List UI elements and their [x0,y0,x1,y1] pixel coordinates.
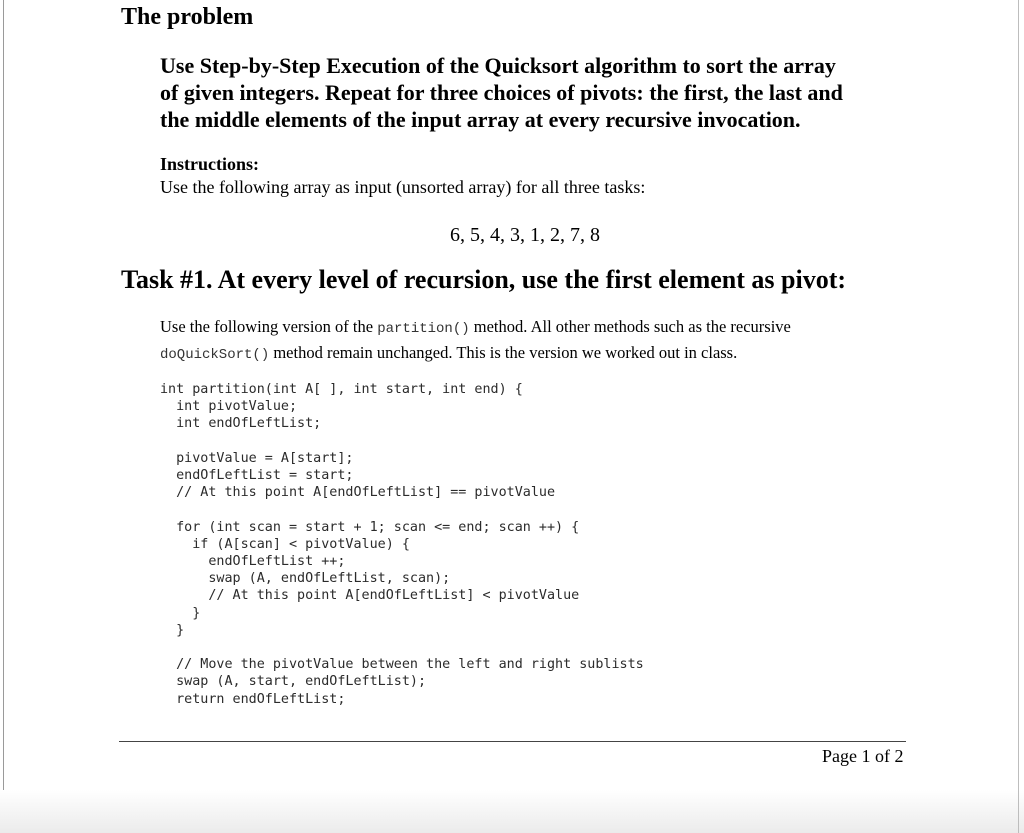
code-line: } [160,605,201,621]
problem-statement [160,52,920,133]
problem-line: Use Step-by-Step Execution of the Quicksort algorithm to sort the array [160,53,836,78]
task1-desc-line-1 [160,315,890,341]
instructions-label: Instructions: [160,154,260,174]
task1-description [160,315,890,367]
code-line: swap (A, start, endOfLeftList); [160,674,427,690]
desc-text: method. All other methods such as the recursive [469,317,791,336]
partition-code-block [160,381,644,708]
code-line: endOfLeftList = start; [160,468,354,484]
task1-desc-line-2 [160,341,890,367]
code-line: } [160,622,185,638]
doquicksort-method-code: doQuickSort() [160,347,270,363]
partition-method-code: partition() [377,321,470,337]
task1-heading: Task #1. At every level of recursion, use the first element as pivot: [121,265,847,294]
code-line: for (int scan = start + 1; scan <= end; scan ++) { [160,519,580,535]
desc-text: method remain unchanged. This is the version we worked out in class. [269,343,738,362]
desc-text: Use the following version of the [160,317,378,336]
code-line: int partition(int A[ ], int start, int end) { [160,382,523,397]
code-line: if (A[scan] < pivotValue) { [160,536,410,552]
code-line: // At this point A[endOfLeftList] == pivotValue [160,485,556,501]
problem-line: of given integers. Repeat for three choices of pivots: the first, the last and [160,80,843,105]
problem-line: the middle elements of the input array at every recursive invocation. [160,107,801,132]
footer-divider [119,741,906,742]
section-heading: The problem [121,4,254,30]
code-line: // At this point A[endOfLeftList] < pivotValue [160,588,580,604]
page-bottom-shadow [0,790,1024,833]
instructions-text: Use the following array as input (unsorted array) for all three tasks: [160,177,646,197]
code-line: // Move the pivotValue between the left and right sublists [160,657,644,673]
code-line: return endOfLeftList; [160,691,346,707]
code-line: swap (A, endOfLeftList, scan); [160,571,451,587]
code-line: pivotValue = A[start]; [160,450,354,466]
code-line: endOfLeftList ++; [160,554,346,570]
page-number: Page 1 of 2 [822,746,904,766]
input-array: 6, 5, 4, 3, 1, 2, 7, 8 [450,224,600,246]
code-line: int endOfLeftList; [160,416,322,432]
code-line: int pivotValue; [160,399,298,415]
